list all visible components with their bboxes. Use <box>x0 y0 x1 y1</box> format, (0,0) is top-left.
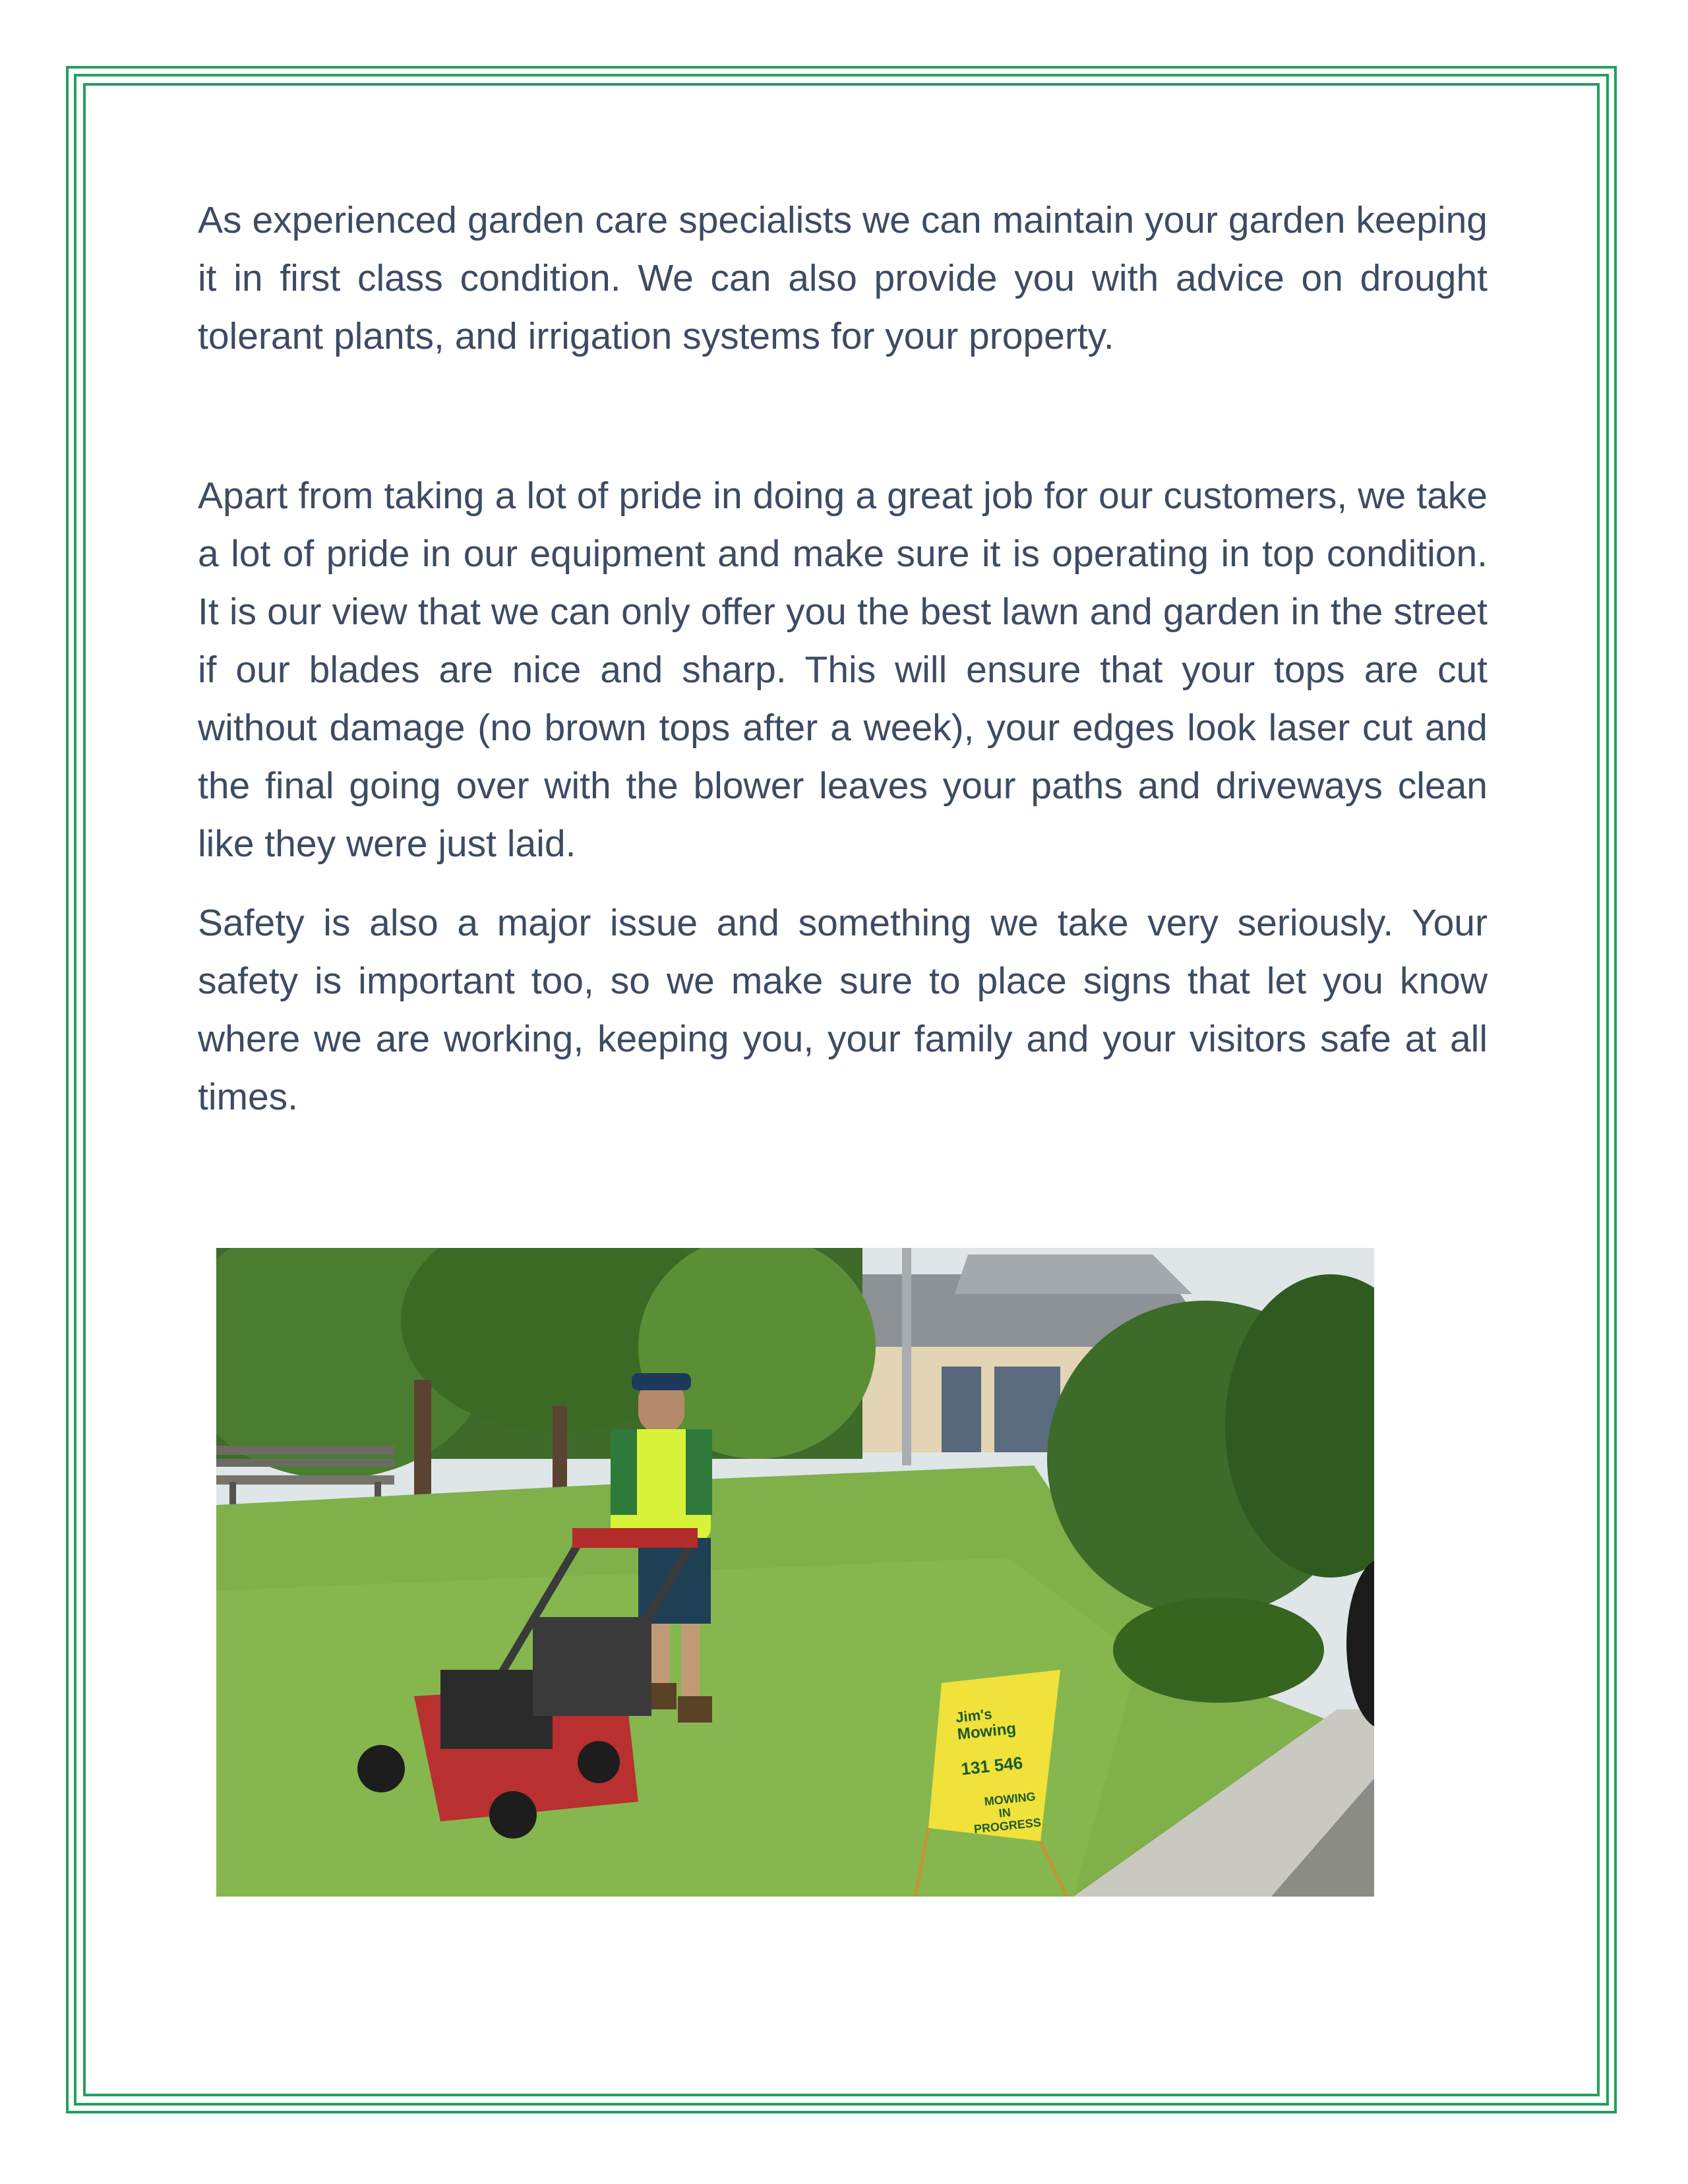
sign-notice-line1: MOWING <box>983 1789 1037 1809</box>
lawn-mowing-photo <box>216 1248 1374 1897</box>
sign-notice-line2: IN <box>998 1806 1011 1820</box>
sign-phone: 131 546 <box>959 1752 1024 1779</box>
paragraph-equipment-pride: Apart from taking a lot of pride in doing a great job for our customers, we take a lot of pride in our equipment and make sure it is operating in top condition. It is our view that we can only offer you the best lawn and garden in the street if our blades are nice and sharp. This will ensure that your tops are cut without damage (no brown tops after a week), your edges look laser cut and the final going over with the blower leaves your paths and driveways clean like they were just laid. <box>198 475 1488 865</box>
street-pole <box>902 1248 911 1465</box>
sign-notice-line3: PROGRESS <box>973 1815 1042 1836</box>
grass-catcher <box>533 1617 651 1716</box>
paragraph-safety: Safety is also a major issue and something we take very seriously. Your safety is important too, so we make sure to place signs that let you know where we are working, keeping you, your family and your visitors safe at all times. <box>198 902 1488 1118</box>
park-bench <box>216 1446 394 1455</box>
sign-brand-line2: Mowing <box>956 1719 1017 1744</box>
garage-door-left <box>942 1367 981 1452</box>
sign-brand-line1: Jim's <box>955 1705 993 1726</box>
document-body <box>198 191 1488 1126</box>
paragraph-garden-care: As experienced garden care specialists we can maintain your garden keeping it in first class condition. We can also provide you with advice on drought tolerant plants, and irrigation systems for your property. <box>198 199 1488 357</box>
tree-trunk <box>414 1380 431 1512</box>
worker-cap <box>632 1373 691 1390</box>
